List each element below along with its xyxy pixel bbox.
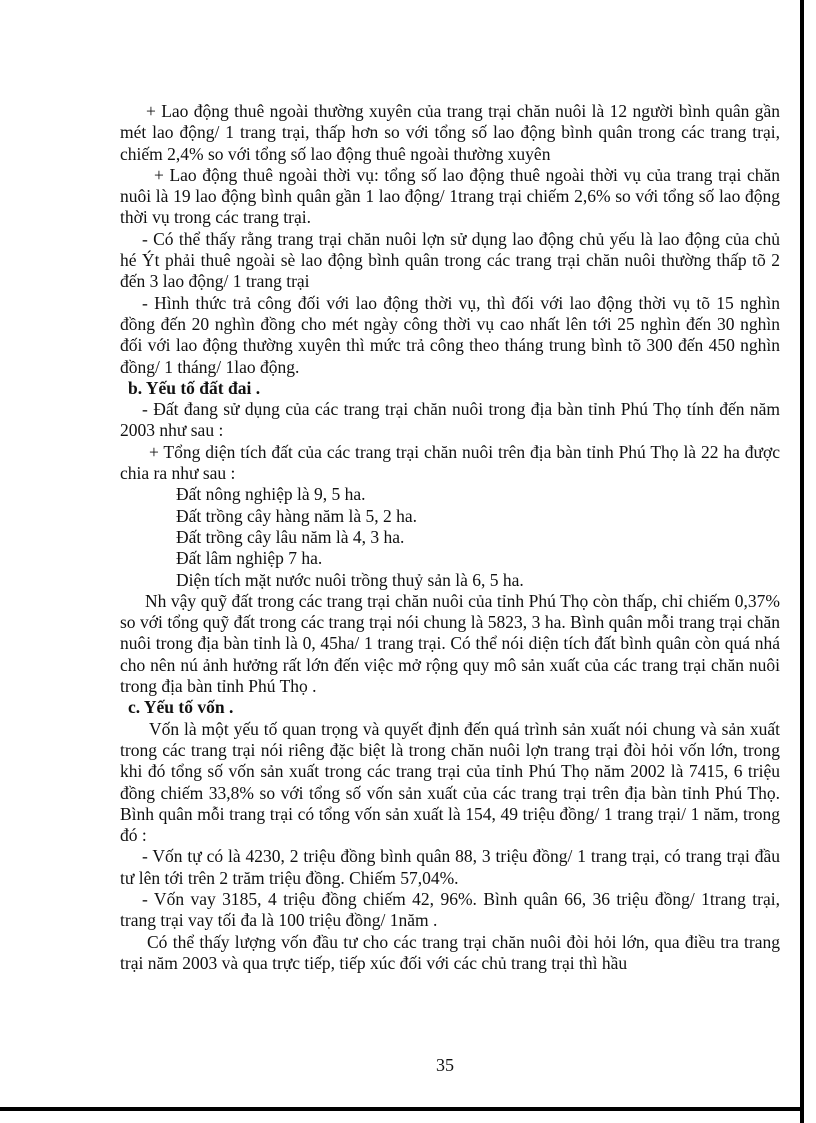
land-item-agricultural: Đất nông nghiệp là 9, 5 ha. [176, 484, 366, 505]
page-frame-right-border [800, 0, 804, 1123]
paragraph-seasonal-hired-labor: + Lao động thuê ngoài thời vụ: tổng số lao động thuê ngoài thời vụ của trang trại chăn nuôi là 19 lao động bình quân gần 1 lao động/ 1trang trại chiếm 2,6% so với tổng số lao động thời vụ trong các trang trại. [120, 164, 780, 228]
land-item-aquaculture: Diện tích mặt nước nuôi trồng thuỷ sản là 6, 5 ha. [176, 569, 524, 590]
section-heading-land: b. Yếu tố đất đai . [128, 377, 261, 398]
paragraph-capital-conclusion: Có thể thấy lượng vốn đầu tư cho các trang trại chăn nuôi đòi hỏi lớn, qua điều tra trang trại năm 2003 và qua trực tiếp, tiếp xúc đối với các chủ trang trại thì hầu [120, 931, 780, 973]
page-frame-bottom-border [0, 1107, 804, 1111]
document-body [120, 101, 780, 974]
page-number: 35 [436, 1055, 454, 1075]
section-heading-capital: c. Yếu tố vốn . [128, 697, 234, 718]
paragraph-land-usage: - Đất đang sử dụng của các trang trại chăn nuôi trong địa bàn tỉnh Phú Thọ tính đến năm 2003 như sau : [120, 399, 780, 441]
paragraph-wage-payment: - Hình thức trả công đối với lao động thời vụ, thì đối với lao động thời vụ tõ 15 nghìn đồng đến 20 nghìn đồng cho mét ngày công thời vụ cao nhất lên tới 25 nghìn đến 30 nghìn đối với lao động thường xuyên thì mức trả công theo tháng trung bình tõ 300 đến 450 nghìn đồng/ 1 tháng/ 1lao động. [120, 292, 780, 377]
paragraph-family-labor: - Có thể thấy rằng trang trại chăn nuôi lợn sử dụng lao động chủ yếu là lao động của chủ hé Ýt phải thuê ngoài sè lao động bình quân trong các trang trại chăn nuôi thường thấp tõ 2 đến 3 lao động/ 1 trang trại [120, 228, 780, 292]
paragraph-total-land-area: + Tổng diện tích đất của các trang trại chăn nuôi trên địa bàn tỉnh Phú Thọ là 22 ha được chia ra như sau : [120, 441, 780, 484]
paragraph-capital-overview: Vốn là một yếu tố quan trọng và quyết định đến quá trình sản xuất nói chung và sản xuất trong các trang trại nói riêng đặc biệt là trong chăn nuôi lợn trang trại đòi hỏi vốn lớn, trong khi đó tổng số vốn sản xuất trong các trang trại của tỉnh Phú Thọ năm 2002 là 7415, 6 triệu đồng chiếm 33,8% so với tổng số vốn sản xuất của các trang trại trên địa bàn tỉnh Phú Thọ. Bình quân mỗi trang trại có tổng vốn sản xuất là 154, 49 triệu đồng/ 1 trang trại/ 1 năm, trong đó : [120, 718, 780, 846]
land-item-annual-crops: Đất trồng cây hàng năm là 5, 2 ha. [176, 505, 418, 526]
paragraph-permanent-hired-labor: + Lao động thuê ngoài thường xuyên của trang trại chăn nuôi là 12 người bình quân gần mét lao động/ 1 trang trại, thấp hơn so với tổng số lao động bình quân trong các trang trại, chiếm 2,4% so với tổng số lao động thuê ngoài thường xuyên [120, 101, 780, 164]
paragraph-borrowed-capital: - Vốn vay 3185, 4 triệu đồng chiếm 42, 96%. Bình quân 66, 36 triệu đồng/ 1trang trại, trang trại vay tối đa là 100 triệu đồng/ 1năm . [120, 888, 780, 931]
land-item-forestry: Đất lâm nghiệp 7 ha. [176, 548, 323, 569]
paragraph-land-conclusion: Nh vậy quỹ đất trong các trang trại chăn nuôi của tỉnh Phú Thọ còn thấp, chỉ chiếm 0,37% so với tổng quỹ đất trong các trang trại nói chung là 5823, 3 ha. Bình quân mỗi trang trại chăn nuôi trong địa bàn tỉnh là 0, 45ha/ 1 trang trại. Có thể nói diện tích đất bình quân còn quá nhá cho nên nú ảnh hưởng rất lớn đến việc mở rộng quy mô sản xuất của các trang trại chăn nuôi trong địa bàn tỉnh Phú Thọ . [120, 590, 780, 697]
paragraph-own-capital: - Vốn tự có là 4230, 2 triệu đồng bình quân 88, 3 triệu đồng/ 1 trang trại, có trang trại đầu tư lên tới trên 2 trăm triệu đồng. Chiếm 57,04%. [120, 846, 780, 888]
land-item-perennial-crops: Đất trồng cây lâu năm là 4, 3 ha. [176, 526, 405, 547]
